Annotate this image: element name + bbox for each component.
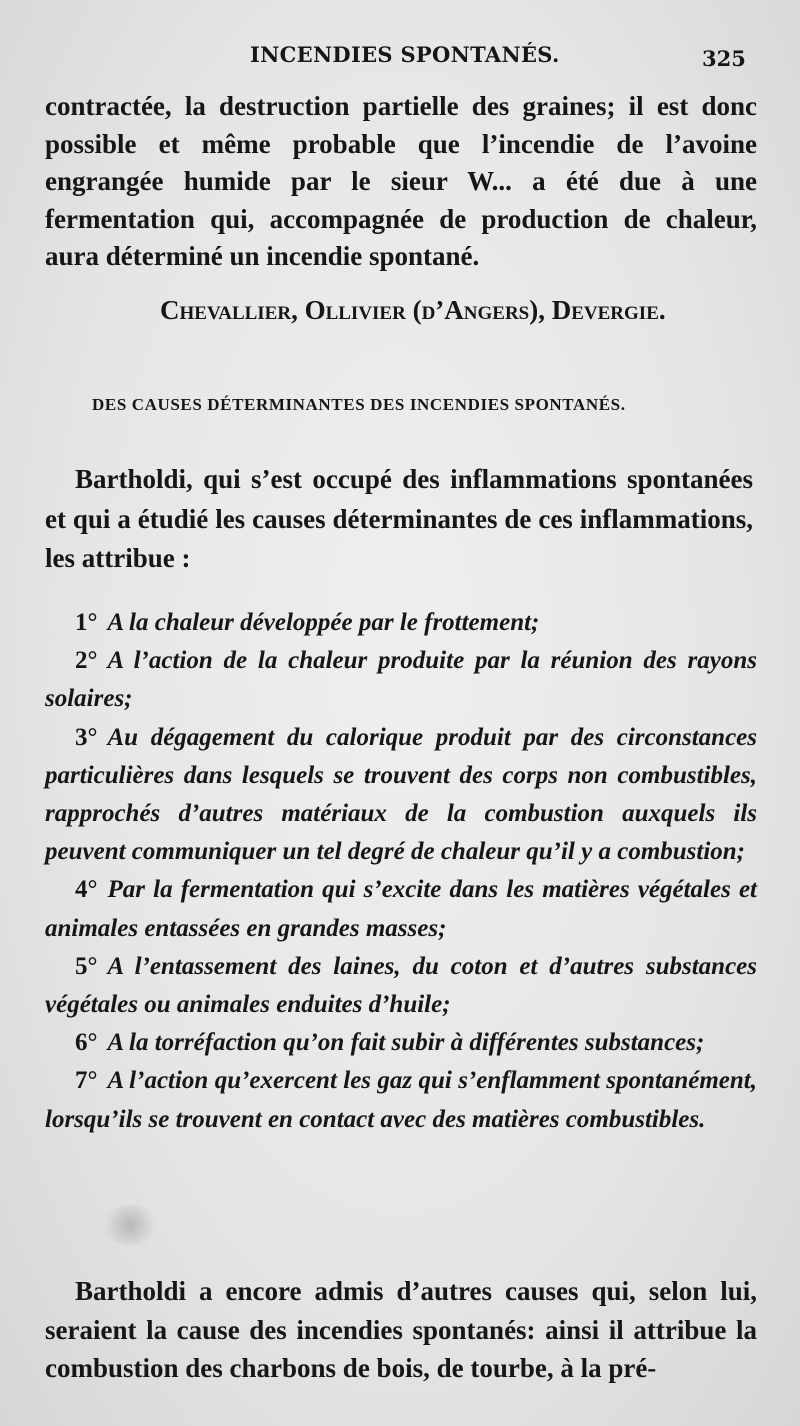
list-item: [45, 1062, 757, 1138]
page-stain: [100, 1205, 160, 1245]
list-item: [45, 642, 757, 718]
causes-list: [45, 604, 757, 1139]
item-text: Par la fermentation qui s’excite dans les matières végétales et animales entassées en grandes masses;: [45, 876, 757, 942]
item-text: A l’action de la chaleur produite par la réunion des rayons solaires;: [45, 647, 757, 713]
item-number: 4°: [75, 876, 98, 904]
item-number: 2°: [75, 647, 98, 675]
item-number: 7°: [75, 1067, 98, 1095]
list-item: [45, 1024, 757, 1062]
page-header: [0, 42, 800, 72]
item-text: A l’entassement des laines, du coton et d’autres substances végétales ou animales enduites d’huile;: [45, 952, 757, 1019]
item-number: 6°: [75, 1029, 98, 1057]
item-text: A l’action qu’exercent les gaz qui s’enflamment spontanément, lorsqu’ils se trouvent en contact avec des matières combustibles.: [45, 1067, 757, 1133]
running-title: INCENDIES SPONTANÉS.: [250, 42, 560, 67]
closing-paragraph: Bartholdi a encore admis d’autres causes qui, selon lui, seraient la cause des incendies spontanés: ainsi il attribue la combustion des charbons de bois, de tourbe, à la pré-: [45, 1276, 757, 1383]
page-number: 325: [702, 46, 746, 71]
signature: Chevallier, Ollivier (d’Angers), Devergie.: [160, 295, 666, 325]
item-number: 1°: [75, 609, 98, 636]
list-item: [45, 948, 757, 1024]
item-number: 3°: [75, 723, 98, 751]
item-number: 5°: [75, 952, 98, 980]
item-text: Au dégagement du calorique produit par des circonstances particulières dans lesquels se trouvent des corps non combustibles, rapprochés d’autres matériaux de la combustion auxquels ils peuvent communiquer un tel degré de chaleur qu’il y a combustion;: [45, 723, 757, 866]
list-item: [45, 604, 757, 642]
intro-paragraph: Bartholdi, qui s’est occupé des inflammations spontanées et qui a étudié les causes déterminantes de ces inflammations, les attribue :: [45, 464, 753, 573]
list-item: [45, 719, 757, 872]
item-text: A la torréfaction qu’on fait subir à différentes substances;: [107, 1029, 705, 1057]
item-text: A la chaleur développée par le frottement;: [107, 609, 540, 636]
list-item: [45, 871, 757, 947]
section-heading: DES CAUSES DÉTERMINANTES DES INCENDIES SPONTANÉS.: [92, 395, 626, 414]
paragraph-continuation: contractée, la destruction partielle des graines; il est donc possible et même probable que l’incendie de l’avoine engrangée humide par le sieur W... a été due à une fermentation qui, accompagnée de production de chaleur, aura déterminé un incendie spontané.: [45, 91, 757, 271]
